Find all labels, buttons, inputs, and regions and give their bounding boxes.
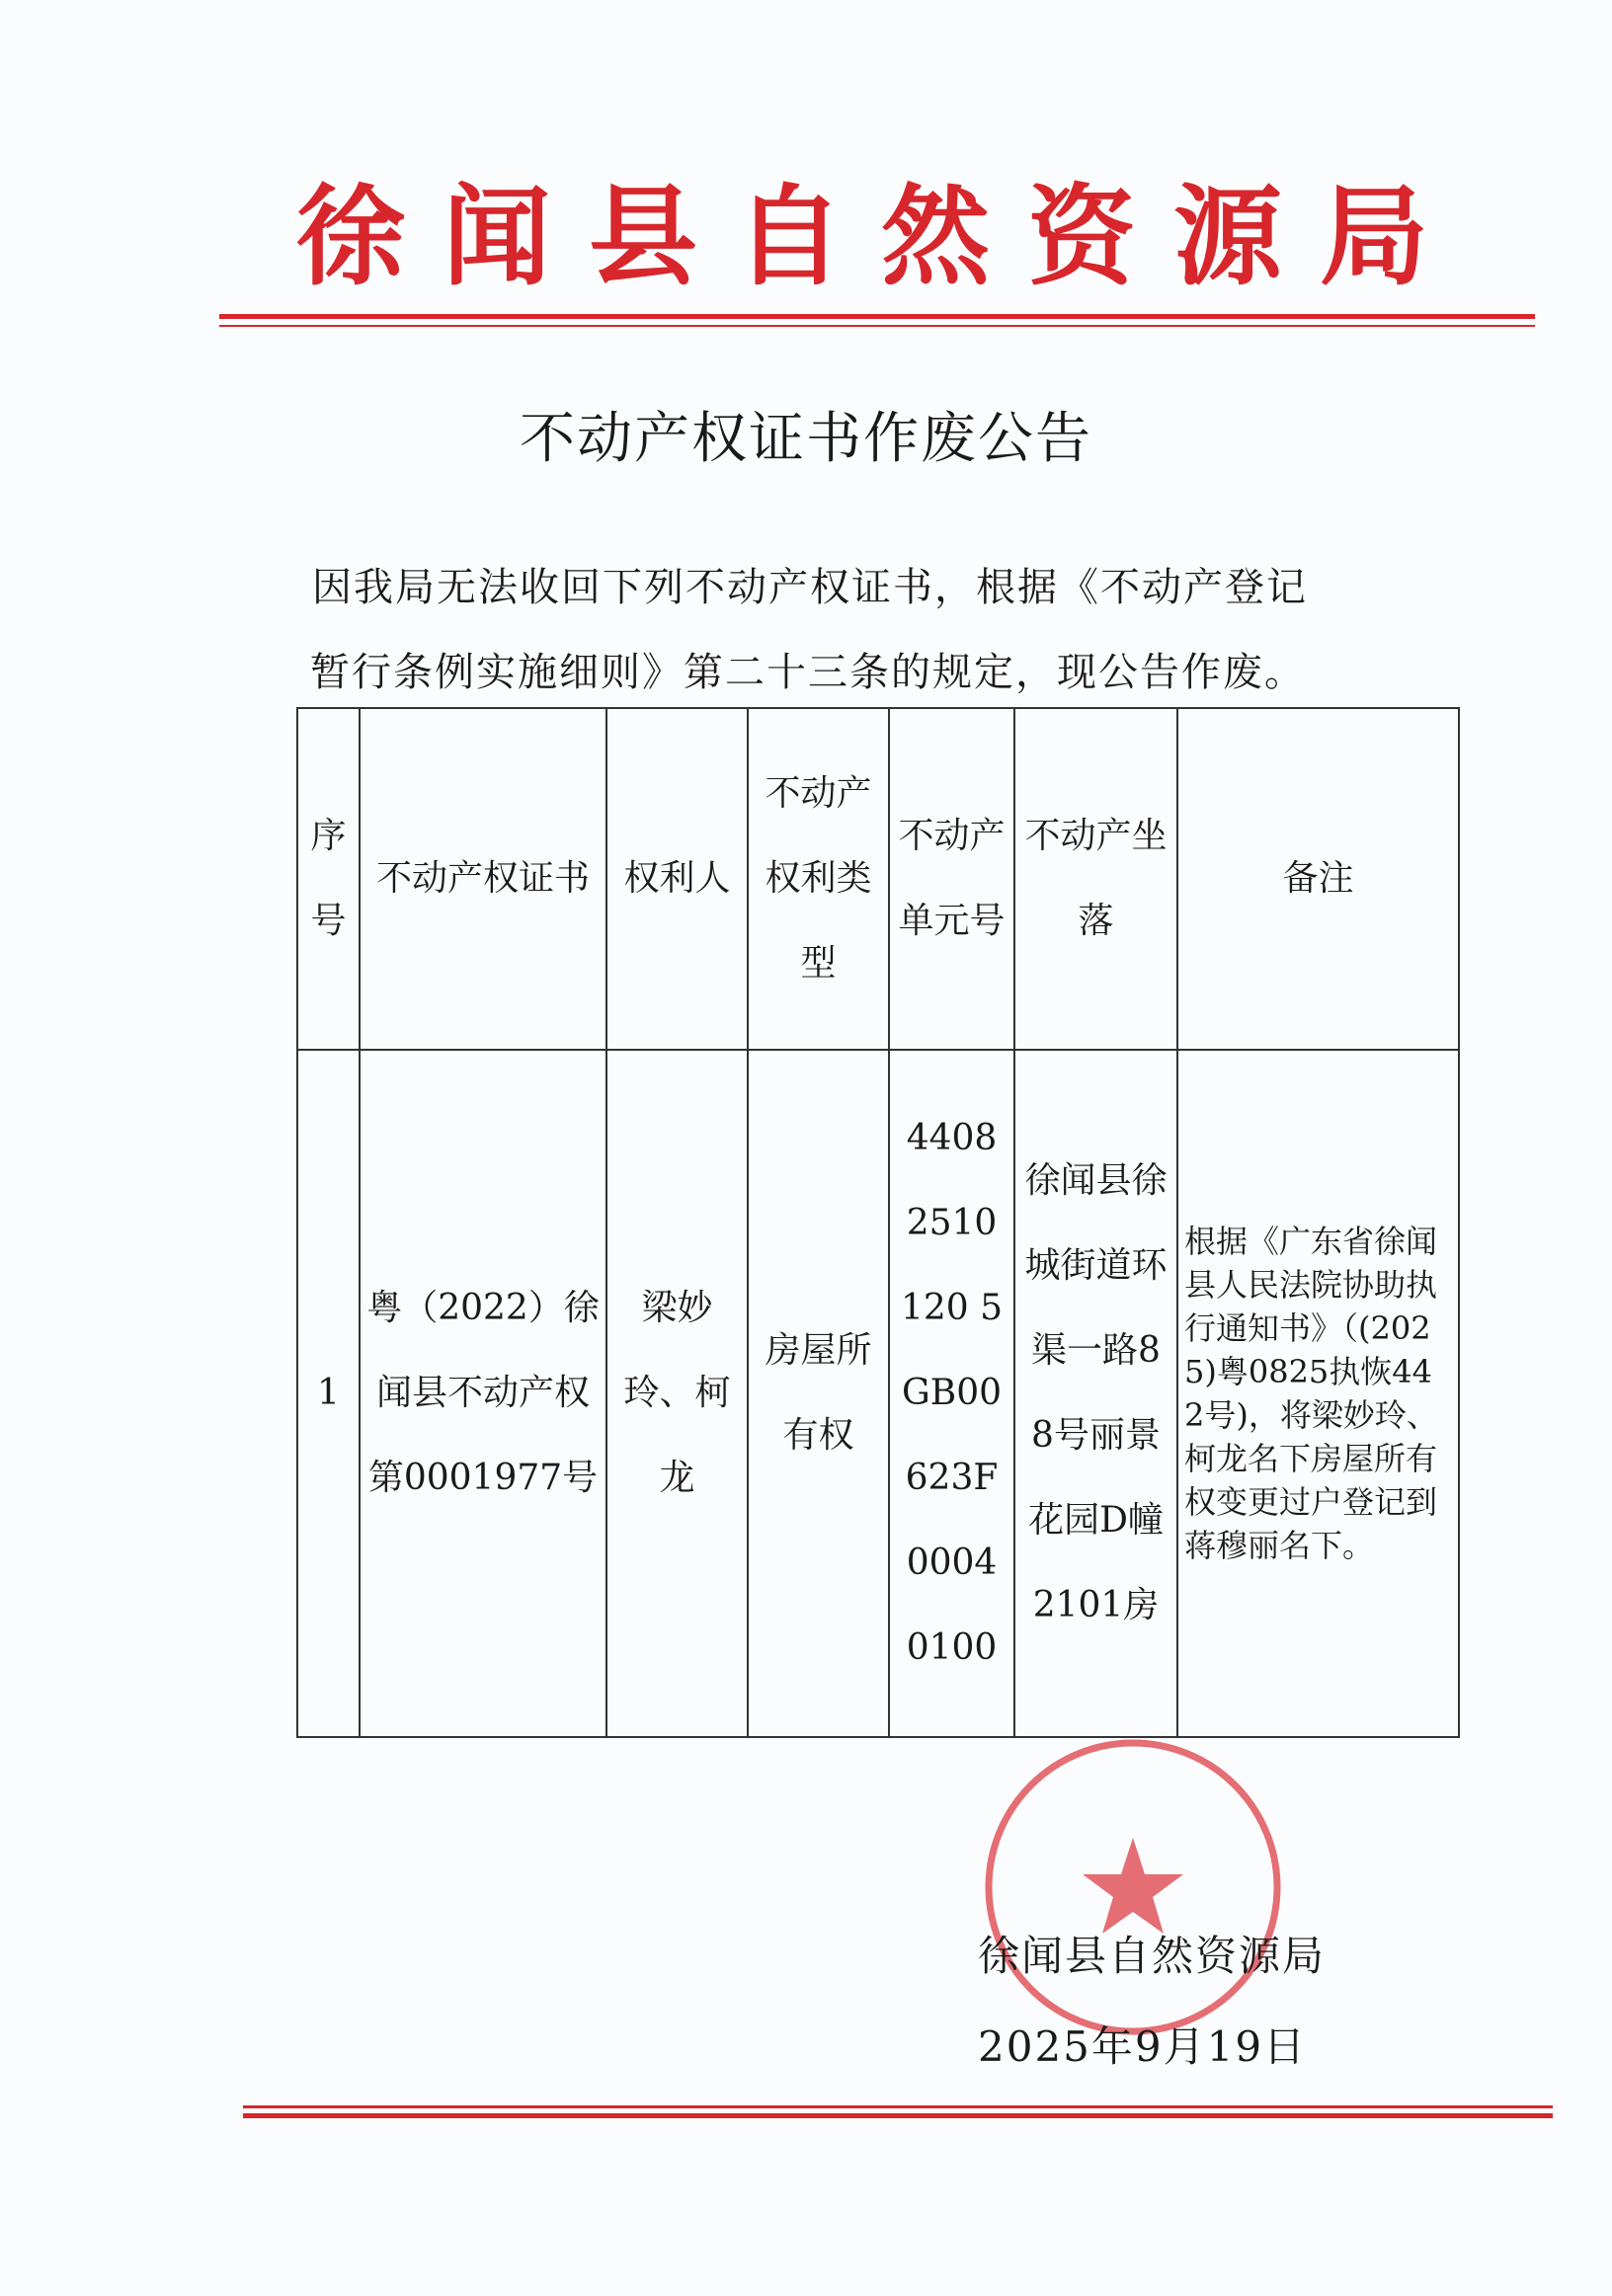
certificate-table: [296, 707, 1460, 1738]
header-remark: 备注: [1177, 708, 1459, 1050]
header-certificate: 不动产权证书: [360, 708, 606, 1050]
signature-org: 徐闻县自然资源局: [978, 1932, 1327, 1980]
cell-certificate: 粤（2022）徐闻县不动产权第0001977号: [360, 1050, 606, 1737]
cell-location: 徐闻县徐城街道环渠一路88号丽景花园D幢2101房: [1014, 1050, 1177, 1737]
cell-right-type: 房屋所有权: [748, 1050, 889, 1737]
cell-remark: 根据《广东省徐闻县人民法院协助执行通知书》（(2025)粤0825执恢442号)，将梁妙玲、柯龙名下房屋所有权变更过户登记到蒋穆丽名下。: [1177, 1050, 1459, 1737]
header-index: 序号: [297, 708, 360, 1050]
header-unit-no: 不动产单元号: [889, 708, 1014, 1050]
signature-date: 2025年9月19日: [978, 2022, 1308, 2071]
table-row: [297, 1050, 1459, 1737]
header-holder: 权利人: [606, 708, 748, 1050]
official-seal-icon: [980, 1734, 1286, 2040]
cell-holder: 梁妙玲、柯龙: [606, 1050, 748, 1737]
footer-red-rule: [243, 2105, 1553, 2108]
notice-body: [312, 545, 1468, 715]
letterhead-org-name: 徐闻县自然资源局: [296, 173, 1466, 300]
header-right-type: 不动产权利类型: [748, 708, 889, 1050]
header-location: 不动产坐落: [1014, 708, 1177, 1050]
cell-unit-no: 44082510120 5GB00623F00040100: [889, 1050, 1014, 1737]
table-header-row: [297, 708, 1459, 1050]
letterhead-red-rule: [219, 314, 1535, 319]
cell-index: 1: [297, 1050, 360, 1737]
notice-body-line-2: 暂行条例实施细则》第二十三条的规定，现公告作废。: [310, 650, 1306, 695]
notice-body-line-1: 因我局无法收回下列不动产权证书，根据《不动产登记: [312, 565, 1308, 610]
notice-title: 不动产权证书作废公告: [520, 407, 1092, 471]
